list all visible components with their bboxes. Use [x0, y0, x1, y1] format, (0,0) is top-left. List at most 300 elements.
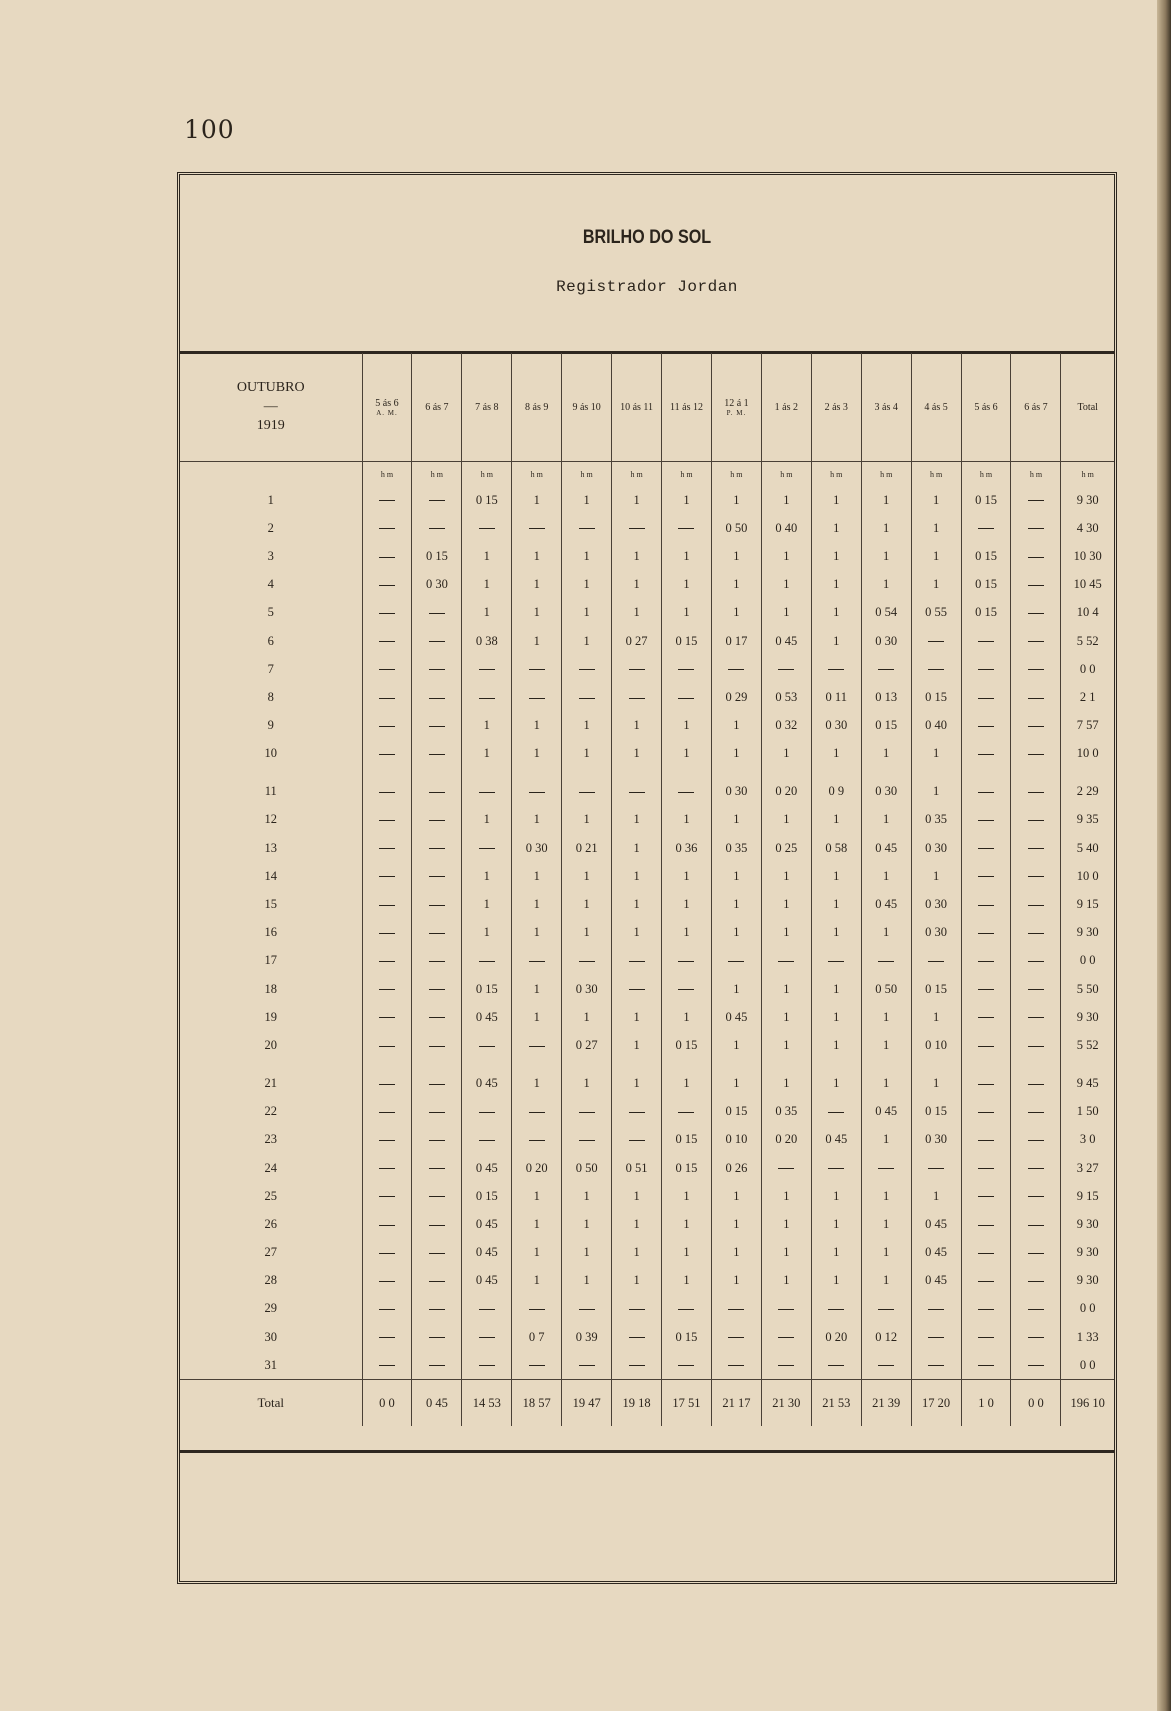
sunshine-cell [362, 1210, 412, 1238]
sunshine-cell [412, 1003, 462, 1031]
sunshine-cell [362, 947, 412, 975]
empty-dash [978, 1281, 994, 1282]
empty-dash [479, 961, 495, 962]
day-total: 4 30 [1061, 514, 1114, 542]
empty-dash [379, 613, 395, 614]
empty-dash [479, 698, 495, 699]
sunshine-cell [612, 947, 662, 975]
table-row [180, 1126, 1114, 1154]
sunshine-cell: 1 [711, 862, 761, 890]
sunshine-cell [911, 655, 961, 683]
empty-dash [1028, 1046, 1044, 1047]
empty-dash [579, 961, 595, 962]
hour-header [462, 353, 512, 462]
empty-dash [629, 961, 645, 962]
empty-dash [379, 500, 395, 501]
empty-dash [629, 1112, 645, 1113]
sunshine-cell: 0 21 [562, 834, 612, 862]
hour-header [761, 353, 811, 462]
empty-dash [978, 1140, 994, 1141]
empty-dash [479, 1337, 495, 1338]
sunshine-cell [462, 655, 512, 683]
table-frame [177, 172, 1117, 1584]
sunshine-cell: 1 [861, 919, 911, 947]
sunshine-cell: 1 [512, 627, 562, 655]
empty-dash [828, 669, 844, 670]
sunshine-cell: 1 [512, 1267, 562, 1295]
sunshine-cell [1011, 486, 1061, 514]
table-row [180, 1098, 1114, 1126]
empty-dash [379, 820, 395, 821]
sunshine-cell: 0 45 [861, 834, 911, 862]
sunshine-cell: 1 [612, 1031, 662, 1059]
unit-label: h m [412, 462, 462, 487]
unit-label: h m [562, 462, 612, 487]
sunshine-cell: 1 [861, 1267, 911, 1295]
sunshine-cell [612, 1351, 662, 1380]
sunshine-cell: 1 [811, 599, 861, 627]
sunshine-cell [362, 975, 412, 1003]
sunshine-cell [1011, 1295, 1061, 1323]
empty-dash [1028, 1017, 1044, 1018]
sunshine-cell [662, 768, 712, 806]
sunshine-cell: 1 [811, 1031, 861, 1059]
unit-label: h m [711, 462, 761, 487]
unit-label: h m [1061, 462, 1114, 487]
sunshine-cell [362, 1267, 412, 1295]
empty-dash [379, 848, 395, 849]
empty-dash [379, 1112, 395, 1113]
sunshine-cell [911, 627, 961, 655]
sunshine-cell [362, 1003, 412, 1031]
empty-dash [1028, 820, 1044, 821]
sunshine-cell: 1 [562, 627, 612, 655]
empty-dash [379, 1309, 395, 1310]
sunshine-cell: 0 15 [711, 1098, 761, 1126]
bottom-rule [180, 1450, 1114, 1453]
hour-label: 7 ás 8 [475, 401, 499, 413]
sunshine-cell: 1 [861, 514, 911, 542]
sunshine-cell: 1 [612, 1060, 662, 1098]
sunshine-cell: 0 45 [462, 1239, 512, 1267]
sunshine-cell: 0 45 [811, 1126, 861, 1154]
table-row [180, 919, 1114, 947]
sunshine-cell [961, 1351, 1011, 1380]
empty-dash [1028, 1281, 1044, 1282]
sunshine-cell [462, 834, 512, 862]
day-number: 28 [264, 1273, 277, 1288]
sunshine-cell [961, 834, 1011, 862]
sunshine-cell [961, 1098, 1011, 1126]
sunshine-cell: 1 [761, 1182, 811, 1210]
sunshine-cell [412, 1323, 462, 1351]
hour-header [662, 353, 712, 462]
table-row [180, 1351, 1114, 1380]
table-row [180, 1060, 1114, 1098]
empty-dash [379, 585, 395, 586]
hour-label: 10 ás 11 [620, 401, 654, 413]
sunshine-cell: 1 [761, 862, 811, 890]
empty-dash [629, 1337, 645, 1338]
sunshine-cell [1011, 740, 1061, 768]
sunshine-cell: 1 [761, 542, 811, 570]
empty-dash [429, 1225, 445, 1226]
day-total: 9 30 [1061, 1267, 1114, 1295]
empty-dash [1028, 961, 1044, 962]
sunshine-cell [362, 1098, 412, 1126]
sunshine-cell [562, 1295, 612, 1323]
sunshine-cell [961, 1182, 1011, 1210]
empty-dash [529, 1140, 545, 1141]
sunshine-cell: 1 [911, 1060, 961, 1098]
hour-header [612, 353, 662, 462]
sunshine-cell: 1 [761, 975, 811, 1003]
sunshine-cell [362, 919, 412, 947]
sunshine-cell [412, 1098, 462, 1126]
day-total: 9 30 [1061, 486, 1114, 514]
sunshine-cell: 1 [861, 740, 911, 768]
empty-dash [579, 528, 595, 529]
day-number: 25 [264, 1188, 277, 1203]
sunshine-cell [612, 683, 662, 711]
sunshine-cell [362, 1323, 412, 1351]
empty-dash [978, 754, 994, 755]
sunshine-cell: 1 [512, 1182, 562, 1210]
day-total: 5 52 [1061, 627, 1114, 655]
sunshine-cell: 1 [662, 486, 712, 514]
sunshine-cell: 1 [861, 1060, 911, 1098]
day-total: 9 30 [1061, 1210, 1114, 1238]
sunshine-cell: 1 [562, 571, 612, 599]
sunshine-cell: 1 [861, 1239, 911, 1267]
empty-dash [1028, 557, 1044, 558]
day-total: 1 33 [1061, 1323, 1114, 1351]
sunshine-cell [562, 768, 612, 806]
sunshine-cell [412, 599, 462, 627]
sunshine-cell: 1 [761, 890, 811, 918]
sunshine-cell: 0 40 [911, 712, 961, 740]
empty-dash [379, 1225, 395, 1226]
title-box [180, 175, 1114, 354]
table-row [180, 1239, 1114, 1267]
sunshine-cell [362, 655, 412, 683]
empty-dash [429, 961, 445, 962]
hour-total: 21 17 [711, 1380, 761, 1427]
hour-label: 1 ás 2 [774, 401, 798, 413]
day-number: 23 [264, 1132, 277, 1147]
sunshine-cell [811, 1098, 861, 1126]
sunshine-cell [961, 655, 1011, 683]
empty-dash [928, 669, 944, 670]
sunshine-cell: 1 [512, 1210, 562, 1238]
sunshine-cell [961, 975, 1011, 1003]
sunshine-cell [1011, 1060, 1061, 1098]
sunshine-cell [412, 712, 462, 740]
sunshine-cell [961, 890, 1011, 918]
sunshine-cell [362, 806, 412, 834]
empty-dash [529, 1309, 545, 1310]
empty-dash [379, 1168, 395, 1169]
empty-dash [429, 669, 445, 670]
hour-total: 19 18 [612, 1380, 662, 1427]
empty-dash [778, 1168, 794, 1169]
empty-dash [1028, 1225, 1044, 1226]
empty-dash [479, 1140, 495, 1141]
sunshine-cell: 1 [861, 1003, 911, 1031]
sunshine-cell: 0 30 [711, 768, 761, 806]
empty-dash [629, 792, 645, 793]
sunshine-cell: 1 [761, 1031, 811, 1059]
sunshine-cell: 0 36 [662, 834, 712, 862]
unit-label: h m [811, 462, 861, 487]
hour-total: 0 0 [362, 1380, 412, 1427]
empty-dash [1028, 905, 1044, 906]
empty-dash [479, 1309, 495, 1310]
table-row [180, 1003, 1114, 1031]
empty-dash [429, 876, 445, 877]
table-subtitle: Registrador Jordan [556, 278, 738, 296]
empty-dash [828, 961, 844, 962]
day-number: 17 [264, 953, 277, 968]
sunshine-cell: 0 30 [911, 919, 961, 947]
table-row [180, 740, 1114, 768]
sunshine-cell [512, 514, 562, 542]
day-total: 9 15 [1061, 890, 1114, 918]
day-number: 16 [264, 925, 277, 940]
day-number: 1 [267, 492, 274, 507]
sunshine-cell: 1 [512, 1239, 562, 1267]
sunshine-cell: 1 [861, 486, 911, 514]
sunshine-cell: 1 [612, 1239, 662, 1267]
day-number: 20 [264, 1037, 277, 1052]
sunshine-cell: 1 [711, 1239, 761, 1267]
empty-dash [479, 669, 495, 670]
hour-total: 19 47 [562, 1380, 612, 1427]
empty-dash [1028, 754, 1044, 755]
sunshine-cell: 1 [911, 486, 961, 514]
day-number: 30 [264, 1329, 277, 1344]
sunshine-cell [911, 1323, 961, 1351]
sunshine-cell: 0 29 [711, 683, 761, 711]
empty-dash [678, 961, 694, 962]
hour-header [811, 353, 861, 462]
sunshine-cell [1011, 683, 1061, 711]
day-total: 1 50 [1061, 1098, 1114, 1126]
empty-dash [928, 1309, 944, 1310]
sunshine-cell: 0 20 [761, 1126, 811, 1154]
empty-dash [429, 1140, 445, 1141]
sunshine-cell [612, 1295, 662, 1323]
sunshine-cell [362, 1126, 412, 1154]
sunshine-cell [1011, 514, 1061, 542]
total-header: Total [1061, 353, 1114, 462]
sunshine-cell: 1 [612, 712, 662, 740]
empty-dash [429, 1253, 445, 1254]
sunshine-cell: 1 [811, 806, 861, 834]
sunshine-cell [612, 768, 662, 806]
sunshine-cell: 1 [512, 712, 562, 740]
empty-dash [878, 961, 894, 962]
sunshine-cell [961, 862, 1011, 890]
sunshine-cell: 1 [711, 1267, 761, 1295]
sunshine-cell: 1 [562, 862, 612, 890]
sunshine-cell: 1 [811, 890, 861, 918]
sunshine-cell: 1 [512, 806, 562, 834]
sunshine-cell: 1 [811, 919, 861, 947]
sunshine-cell [512, 683, 562, 711]
empty-dash [1028, 641, 1044, 642]
empty-dash [379, 557, 395, 558]
sunshine-cell: 0 15 [911, 683, 961, 711]
sunshine-cell: 1 [761, 486, 811, 514]
sunshine-cell [1011, 919, 1061, 947]
unit-label: h m [662, 462, 712, 487]
sunshine-cell [711, 1323, 761, 1351]
sunshine-cell: 0 53 [761, 683, 811, 711]
empty-dash [429, 528, 445, 529]
empty-dash [579, 792, 595, 793]
empty-dash [878, 1365, 894, 1366]
sunshine-cell [412, 627, 462, 655]
sunshine-cell [961, 1323, 1011, 1351]
sunshine-cell: 1 [562, 890, 612, 918]
sunshine-cell [512, 1351, 562, 1380]
empty-dash [529, 528, 545, 529]
sunshine-cell: 0 15 [911, 1098, 961, 1126]
empty-dash [978, 1196, 994, 1197]
sunshine-cell: 1 [861, 1182, 911, 1210]
day-total: 5 50 [1061, 975, 1114, 1003]
sunshine-cell: 1 [811, 1267, 861, 1295]
empty-dash [978, 1225, 994, 1226]
sunshine-cell [761, 655, 811, 683]
sunshine-cell: 1 [761, 919, 811, 947]
sunshine-cell: 1 [711, 1182, 761, 1210]
sunshine-cell: 1 [462, 712, 512, 740]
sunshine-cell [462, 1323, 512, 1351]
table-row [180, 1210, 1114, 1238]
sunshine-cell: 1 [811, 627, 861, 655]
sunshine-cell: 0 15 [662, 627, 712, 655]
sunshine-cell [362, 862, 412, 890]
sunshine-cell [711, 655, 761, 683]
sunshine-cell [811, 1295, 861, 1323]
empty-dash [529, 1365, 545, 1366]
sunshine-cell: 1 [662, 919, 712, 947]
hour-total: 1 0 [961, 1380, 1011, 1427]
day-number: 15 [264, 897, 277, 912]
empty-dash [778, 1309, 794, 1310]
sunshine-cell: 1 [911, 1003, 961, 1031]
sunshine-cell [412, 806, 462, 834]
sunshine-cell [1011, 862, 1061, 890]
day-total: 9 45 [1061, 1060, 1114, 1098]
empty-dash [379, 792, 395, 793]
sunshine-cell [362, 768, 412, 806]
sunshine-cell [462, 1031, 512, 1059]
empty-dash [828, 1309, 844, 1310]
empty-dash [429, 1046, 445, 1047]
day-number: 26 [264, 1216, 277, 1231]
empty-dash [1028, 1337, 1044, 1338]
sunshine-cell: 1 [711, 1210, 761, 1238]
empty-dash [978, 698, 994, 699]
sunshine-cell: 1 [462, 806, 512, 834]
sunshine-cell: 1 [711, 1031, 761, 1059]
sunshine-cell: 1 [512, 890, 562, 918]
sunshine-cell: 0 15 [961, 542, 1011, 570]
empty-dash [379, 961, 395, 962]
table-row [180, 1295, 1114, 1323]
sunshine-cell: 0 20 [811, 1323, 861, 1351]
sunshine-cell [412, 1239, 462, 1267]
empty-dash [629, 1365, 645, 1366]
sunshine-cell: 1 [462, 890, 512, 918]
hour-label: 3 ás 4 [874, 401, 898, 413]
sunshine-cell [811, 1154, 861, 1182]
empty-dash [429, 792, 445, 793]
empty-dash [379, 905, 395, 906]
sunshine-cell [362, 542, 412, 570]
empty-dash [878, 1168, 894, 1169]
hour-header [1011, 353, 1061, 462]
day-number: 18 [264, 981, 277, 996]
sunshine-cell: 0 9 [811, 768, 861, 806]
unit-label: h m [861, 462, 911, 487]
sunshine-cell [412, 862, 462, 890]
sunshine-cell: 1 [761, 806, 811, 834]
unit-label: h m [761, 462, 811, 487]
empty-dash [978, 905, 994, 906]
sunshine-cell [562, 947, 612, 975]
sunshine-cell: 0 15 [911, 975, 961, 1003]
empty-dash [429, 641, 445, 642]
sunshine-cell: 0 30 [911, 1126, 961, 1154]
sunshine-cell [362, 1031, 412, 1059]
sunshine-cell: 1 [562, 486, 612, 514]
sunshine-cell [362, 890, 412, 918]
book-spine-edge [1157, 0, 1171, 1711]
empty-dash [379, 876, 395, 877]
empty-dash [429, 754, 445, 755]
pm-label: P. M. [726, 408, 747, 417]
empty-dash [678, 1309, 694, 1310]
sunshine-cell: 1 [662, 1060, 712, 1098]
sunshine-cell [761, 1154, 811, 1182]
sunshine-cell: 1 [512, 1003, 562, 1031]
empty-dash [379, 933, 395, 934]
day-number: 12 [264, 812, 277, 827]
sunshine-cell: 0 45 [911, 1210, 961, 1238]
empty-dash [379, 1140, 395, 1141]
month-header [180, 353, 362, 462]
table-row [180, 712, 1114, 740]
empty-dash [978, 1017, 994, 1018]
hour-total: 17 20 [911, 1380, 961, 1427]
sunshine-cell [412, 975, 462, 1003]
empty-dash [379, 1337, 395, 1338]
unit-label: h m [512, 462, 562, 487]
totals-row [180, 1380, 1114, 1427]
sunshine-cell [961, 919, 1011, 947]
sunshine-cell: 0 30 [512, 834, 562, 862]
sunshine-cell [1011, 1267, 1061, 1295]
sunshine-cell: 1 [512, 486, 562, 514]
empty-dash [1028, 1140, 1044, 1141]
empty-dash [978, 1046, 994, 1047]
day-total: 10 0 [1061, 862, 1114, 890]
sunshine-cell [412, 834, 462, 862]
